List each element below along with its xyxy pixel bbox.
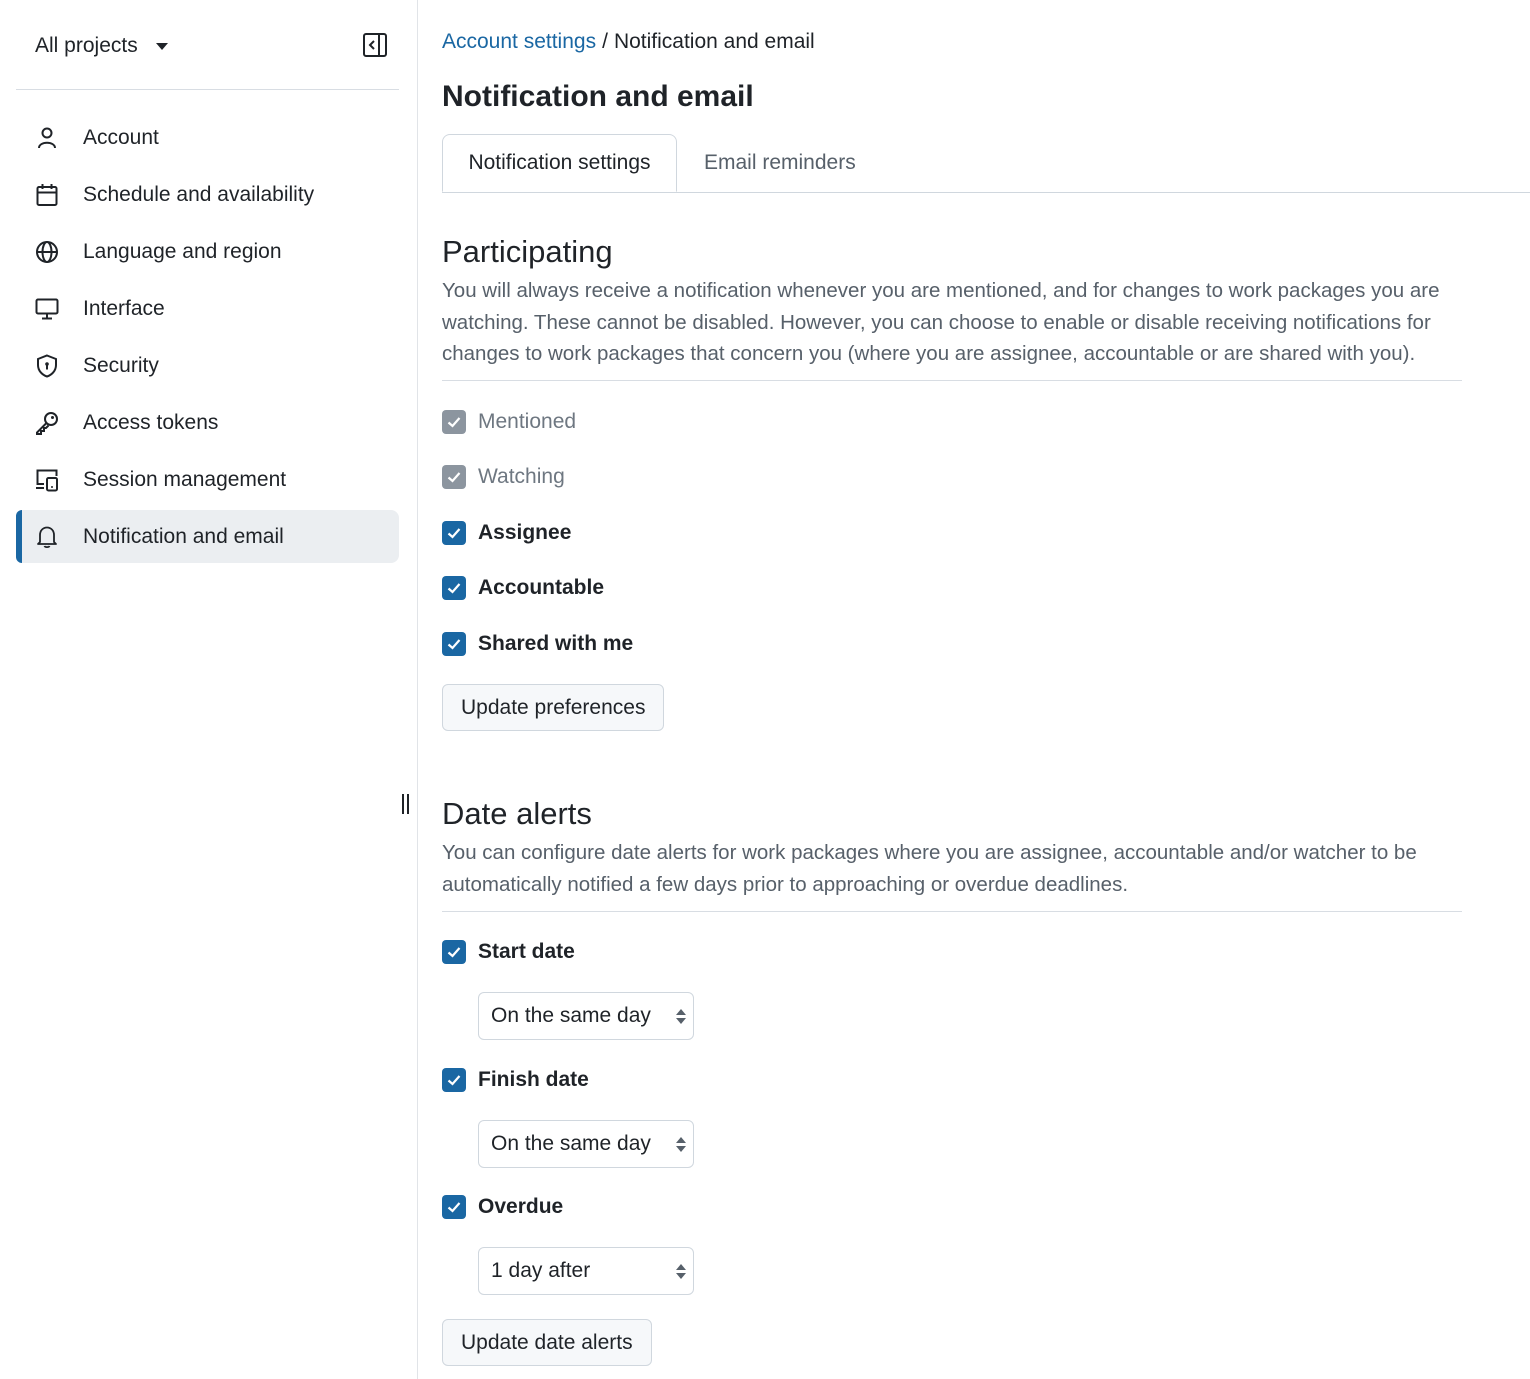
date-alerts-title: Date alerts (442, 796, 592, 831)
project-selector[interactable] (35, 28, 168, 64)
sidebar-item-label: Access tokens (83, 410, 219, 434)
sidebar-item-interface[interactable] (16, 282, 399, 335)
update-preferences-button[interactable]: Update preferences (442, 684, 664, 731)
checkbox-label: Watching (478, 465, 565, 488)
checkbox-checked-icon (442, 1068, 466, 1092)
update-date-alerts-button[interactable]: Update date alerts (442, 1319, 652, 1366)
sidebar-item-access-tokens[interactable] (16, 396, 399, 449)
globe-icon (34, 239, 60, 265)
checkbox-assignee[interactable] (442, 520, 571, 546)
checkbox-label: Start date (478, 940, 575, 963)
select-value: On the same day (491, 1132, 651, 1155)
select-arrows-icon (675, 1007, 687, 1027)
section-divider (442, 911, 1462, 912)
breadcrumb-account-settings-link[interactable]: Account settings (442, 30, 597, 53)
checkbox-finish-date[interactable] (442, 1067, 589, 1093)
checkbox-label: Mentioned (478, 410, 577, 433)
checkbox-mentioned[interactable] (442, 409, 576, 435)
start-date-select[interactable] (478, 992, 694, 1040)
tab-notification-settings[interactable]: Notification settings (442, 134, 677, 192)
select-value: 1 day after (491, 1259, 591, 1282)
checkbox-overdue[interactable] (442, 1194, 563, 1220)
sidebar-item-security[interactable] (16, 339, 399, 392)
sidebar-item-session-management[interactable] (16, 453, 399, 506)
checkbox-checked-icon (442, 576, 466, 600)
sidebar-item-label: Language and region (83, 239, 282, 263)
checkbox-checked-icon (442, 521, 466, 545)
sidebar-item-label: Interface (83, 296, 165, 320)
checkbox-watching[interactable] (442, 464, 565, 490)
project-selector-label: All projects (35, 34, 138, 57)
calendar-icon (34, 182, 60, 208)
sidebar-item-notification-and-email[interactable] (16, 510, 399, 563)
checkbox-checked-icon (442, 632, 466, 656)
tab-email-reminders[interactable]: Email reminders (704, 151, 856, 174)
checkbox-label: Accountable (478, 576, 605, 599)
shield-icon (34, 353, 60, 379)
checkbox-label: Overdue (478, 1195, 564, 1218)
checkbox-checked-icon (442, 465, 466, 489)
checkbox-start-date[interactable] (442, 939, 575, 965)
checkbox-label: Finish date (478, 1068, 589, 1091)
sidebar-item-account[interactable] (16, 111, 399, 164)
sidebar-item-language[interactable] (16, 225, 399, 278)
sidebar-collapse-button[interactable] (358, 28, 392, 62)
select-arrows-icon (675, 1262, 687, 1282)
checkbox-accountable[interactable] (442, 575, 604, 601)
sidebar (0, 0, 418, 1379)
sidebar-item-label: Schedule and availability (83, 182, 315, 206)
key-icon (34, 410, 60, 436)
select-arrows-icon (675, 1135, 687, 1155)
select-value: On the same day (491, 1004, 651, 1027)
breadcrumb-current: Notification and email (613, 30, 815, 53)
checkbox-label: Shared with me (478, 632, 634, 655)
checkbox-checked-icon (442, 410, 466, 434)
sidebar-resize-handle[interactable] (401, 794, 411, 816)
participating-title: Participating (442, 234, 613, 269)
section-divider (442, 380, 1462, 381)
sidebar-item-label: Account (83, 125, 159, 149)
breadcrumb (442, 30, 815, 54)
sidebar-divider (16, 89, 399, 90)
finish-date-select[interactable] (478, 1120, 694, 1168)
overdue-select[interactable] (478, 1247, 694, 1295)
participating-description: You will always receive a notification whenever you are mentioned, and for changes to work packages you are watching. These cannot be disabled. However, you can choose to enable or disable receiving notifications for changes to work packages that concern you (where you are assignee, accountable or are shared with you). (442, 279, 1440, 365)
sidebar-collapse-icon (362, 32, 388, 58)
bell-icon (34, 524, 60, 550)
sidebar-item-schedule[interactable] (16, 168, 399, 221)
sidebar-item-label: Session management (83, 467, 287, 491)
tab-bar (442, 134, 1530, 193)
date-alerts-description: You can configure date alerts for work packages where you are assignee, accountable and/or watcher to be automatically notified a few days prior to approaching or overdue deadlines. (442, 841, 1417, 896)
sidebar-item-label: Security (83, 353, 159, 377)
sidebar-nav (16, 111, 399, 567)
checkbox-checked-icon (442, 1195, 466, 1219)
caret-down-icon (156, 43, 168, 50)
person-icon (34, 125, 60, 151)
devices-icon (34, 467, 60, 493)
page-title: Notification and email (442, 80, 754, 113)
breadcrumb-separator: / (602, 30, 608, 53)
sidebar-item-label: Notification and email (83, 524, 284, 548)
checkbox-checked-icon (442, 940, 466, 964)
checkbox-shared-with-me[interactable] (442, 631, 633, 657)
checkbox-label: Assignee (478, 521, 572, 544)
desktop-icon (34, 296, 60, 322)
